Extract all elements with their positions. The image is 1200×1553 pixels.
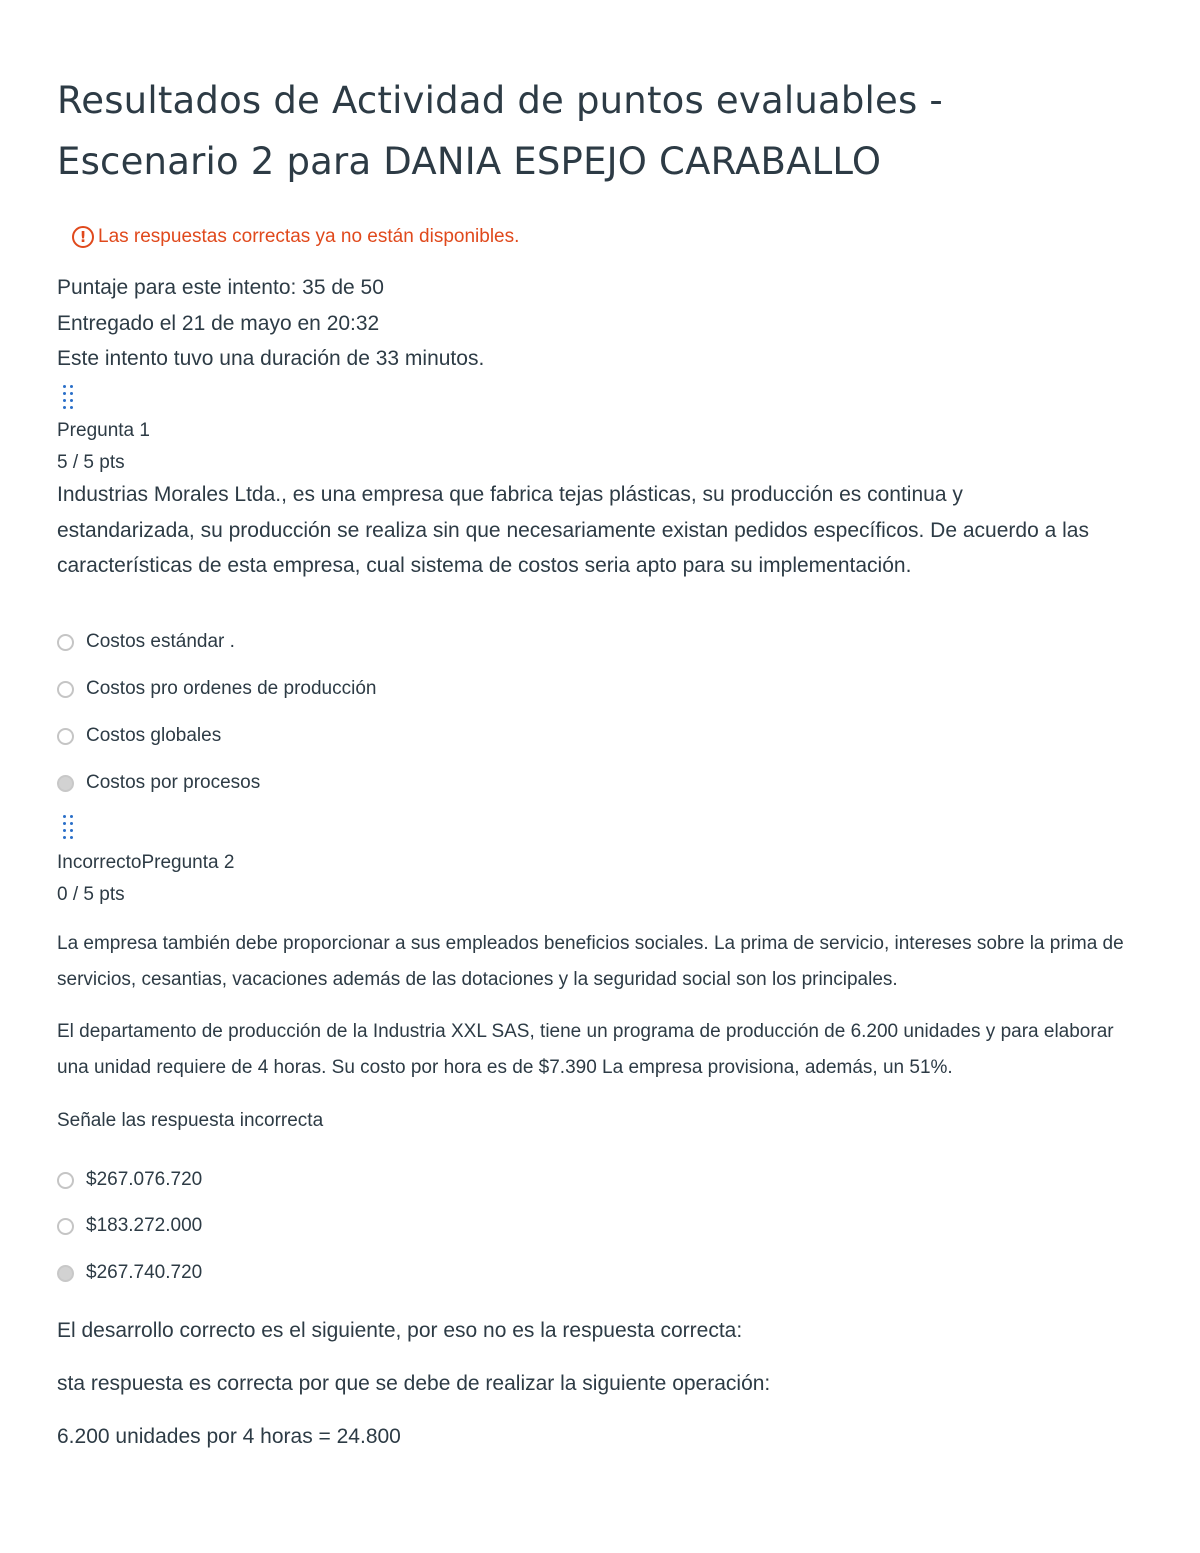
question-1-header: Pregunta 1	[57, 420, 150, 441]
drag-handle-icon[interactable]	[61, 384, 77, 410]
question-2-option[interactable]	[57, 1259, 202, 1287]
question-1-text: Industrias Morales Ltda., es una empresa que fabrica tejas plásticas, su producción es continua y estandarizada, su producción se realiza sin que necesariamente existan pedidos específicos. De acuerdo a las características de esta empresa, cual sistema de costos seria apto para su implementación.	[57, 483, 1089, 577]
question-1-option[interactable]	[57, 628, 235, 656]
question-2-paragraph: La empresa también debe proporcionar a sus empleados beneficios sociales. La prima de servicio, intereses sobre la prima de servicios, cesantias, vacaciones además de las dotaciones y la seguridad social son los principales.	[57, 933, 1124, 990]
radio-button[interactable]	[57, 681, 74, 698]
attempt-submitted: Entregado el 21 de mayo en 20:32	[57, 311, 380, 335]
question-1-points: 5 / 5 pts	[57, 452, 125, 473]
question-2-option[interactable]	[57, 1212, 202, 1240]
explanation-line: 6.200 unidades por 4 horas = 24.800	[57, 1425, 401, 1448]
page-title-line-1: Resultados de Actividad de puntos evaluables -	[57, 79, 943, 122]
notice-text: Las respuestas correctas ya no están disponibles.	[98, 226, 520, 247]
attempt-summary	[57, 270, 484, 377]
question-1-option[interactable]	[57, 769, 260, 797]
radio-button[interactable]	[57, 1218, 74, 1235]
question-1-option[interactable]	[57, 722, 221, 750]
question-2-instruction: Señale las respuesta incorrecta	[57, 1110, 324, 1131]
page-title	[57, 70, 943, 192]
radio-button[interactable]	[57, 634, 74, 651]
attempt-score: Puntaje para este intento: 35 de 50	[57, 276, 384, 299]
question-2-points: 0 / 5 pts	[57, 884, 125, 905]
question-2-paragraph: El departamento de producción de la Industria XXL SAS, tiene un programa de producción de 6.200 unidades y para elaborar una unidad requiere de 4 horas. Su costo por hora es de $7.390 La empresa provisiona, además, un 51%.	[57, 1021, 1114, 1078]
question-2-header: IncorrectoPregunta 2	[57, 852, 235, 873]
radio-button[interactable]	[57, 728, 74, 745]
radio-button-selected[interactable]	[57, 1265, 74, 1282]
option-label: Costos pro ordenes de producción	[86, 678, 377, 699]
option-label: Costos globales	[86, 725, 222, 746]
page-title-line-2: Escenario 2 para DANIA ESPEJO CARABALLO	[57, 140, 882, 183]
option-label: Costos por procesos	[86, 772, 261, 793]
option-label: $183.272.000	[86, 1215, 203, 1236]
option-label: $267.076.720	[86, 1169, 203, 1190]
explanation-line: sta respuesta es correcta por que se debe de realizar la siguiente operación:	[57, 1372, 771, 1395]
option-label: Costos estándar .	[86, 631, 235, 652]
attempt-duration: Este intento tuvo una duración de 33 minutos.	[57, 347, 485, 370]
question-2-option[interactable]	[57, 1166, 202, 1194]
answers-unavailable-notice	[72, 222, 519, 252]
drag-handle-icon[interactable]	[61, 814, 77, 840]
radio-button[interactable]	[57, 1172, 74, 1189]
explanation-line: El desarrollo correcto es el siguiente, por eso no es la respuesta correcta:	[57, 1319, 743, 1342]
option-label: $267.740.720	[86, 1262, 203, 1283]
question-1-option[interactable]	[57, 675, 376, 703]
alert-circle-icon: !	[72, 226, 94, 248]
radio-button-selected[interactable]	[57, 775, 74, 792]
